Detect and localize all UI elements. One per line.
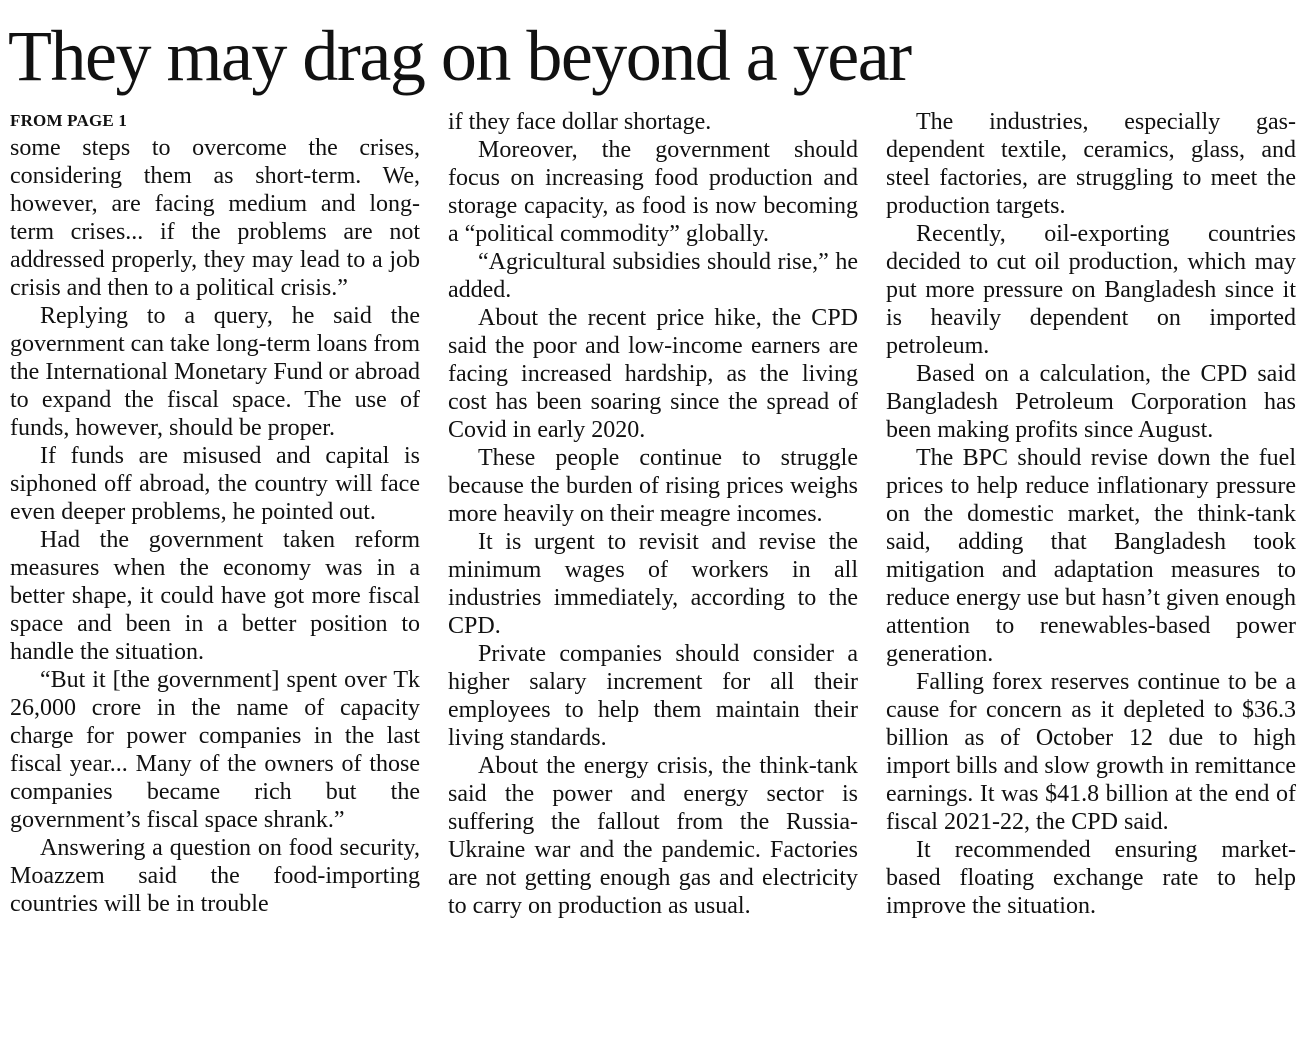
paragraph: Had the government taken reform measures when the economy was in a better shape, it could have got more fiscal space and been in a better position to handle the situation. bbox=[10, 527, 420, 665]
paragraph: Replying to a query, he said the government can take long-term loans from the International Monetary Fund or abroad to expand the fiscal space. The use of funds, however, should be proper. bbox=[10, 303, 420, 441]
article-column-1 bbox=[10, 108, 420, 918]
paragraph: “Agricultural subsidies should rise,” he added. bbox=[448, 249, 858, 303]
paragraph: Based on a calculation, the CPD said Bangladesh Petroleum Corporation has been making profits since August. bbox=[886, 361, 1296, 443]
article-column-3 bbox=[886, 108, 1296, 920]
continuation-kicker: FROM PAGE 1 bbox=[10, 111, 128, 130]
paragraph: Answering a question on food security, Moazzem said the food-importing countries will be in trouble bbox=[10, 835, 420, 917]
paragraph: Private companies should consider a higher salary increment for all their employees to help them maintain their living standards. bbox=[448, 641, 858, 751]
paragraph: It is urgent to revisit and revise the minimum wages of workers in all industries immediately, according to the CPD. bbox=[448, 529, 858, 639]
paragraph: About the energy crisis, the think-tank said the power and energy sector is suffering the fallout from the Russia-Ukraine war and the pandemic. Factories are not getting enough gas and electricity to carry on production as usual. bbox=[448, 753, 858, 919]
paragraph: The industries, especially gas-dependent textile, ceramics, glass, and steel factories, are struggling to meet the production targets. bbox=[886, 109, 1296, 219]
paragraph: The BPC should revise down the fuel prices to help reduce inflationary pressure on the domestic market, the think-tank said, adding that Bangladesh took mitigation and adaptation measures to reduce energy use but hasn’t given enough attention to renewables-based power generation. bbox=[886, 445, 1296, 667]
paragraph: “But it [the government] spent over Tk 26,000 crore in the name of capacity charge for power companies in the last fiscal year... Many of the owners of those companies became rich but the government’s fiscal space shrank.” bbox=[10, 667, 420, 833]
paragraph: Falling forex reserves continue to be a cause for concern as it depleted to $36.3 billion as of October 12 due to high import bills and slow growth in remittance earnings. It was $41.8 billion at the end of fiscal 2021-22, the CPD said. bbox=[886, 669, 1296, 835]
paragraph: If funds are misused and capital is siphoned off abroad, the country will face even deeper problems, he pointed out. bbox=[10, 443, 420, 525]
article-column-2 bbox=[448, 108, 858, 920]
paragraph: if they face dollar shortage. bbox=[448, 109, 712, 135]
paragraph: Recently, oil-exporting countries decided to cut oil production, which may put more pressure on Bangladesh since it is heavily dependent on imported petroleum. bbox=[886, 221, 1296, 359]
paragraph: some steps to overcome the crises, considering them as short-term. We, however, are facing medium and long-term crises... if the problems are not addressed properly, they may lead to a job crisis and then to a political crisis.” bbox=[10, 135, 420, 301]
paragraph: About the recent price hike, the CPD said the poor and low-income earners are facing increased hardship, as the living cost has been soaring since the spread of Covid in early 2020. bbox=[448, 305, 858, 443]
paragraph: Moreover, the government should focus on increasing food production and storage capacity, as food is now becoming a “political commodity” globally. bbox=[448, 137, 858, 247]
paragraph: It recommended ensuring market-based floating exchange rate to help improve the situation. bbox=[886, 837, 1296, 919]
paragraph: These people continue to struggle because the burden of rising prices weighs more heavily on their meagre incomes. bbox=[448, 445, 858, 527]
headline: They may drag on beyond a year bbox=[8, 16, 911, 96]
